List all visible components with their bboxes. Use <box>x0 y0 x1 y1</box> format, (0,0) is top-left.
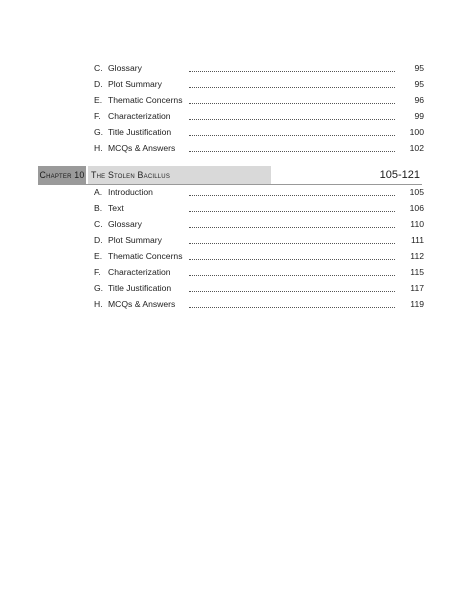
dot-leader <box>189 243 395 244</box>
dot-leader <box>189 71 395 72</box>
entry-title: Glossary <box>108 219 142 229</box>
toc-entry <box>94 76 424 92</box>
chapter-title: The Stolen Bacillus <box>88 166 271 184</box>
entry-title: Plot Summary <box>108 235 162 245</box>
entry-title: Glossary <box>108 63 142 73</box>
dot-leader <box>189 227 395 228</box>
entry-page: 95 <box>414 79 424 89</box>
entry-letter: A. <box>94 187 103 197</box>
entry-page: 106 <box>409 203 424 213</box>
entry-letter: F. <box>94 111 101 121</box>
dot-leader <box>189 103 395 104</box>
dot-leader <box>189 87 395 88</box>
dot-leader <box>189 195 395 196</box>
entry-letter: D. <box>94 235 103 245</box>
entry-page: 96 <box>414 95 424 105</box>
toc-entry <box>94 248 424 264</box>
dot-leader <box>189 291 395 292</box>
entry-letter: H. <box>94 299 103 309</box>
entry-title: Title Justification <box>108 127 172 137</box>
entry-title: Thematic Concerns <box>108 251 183 261</box>
entry-title: Characterization <box>108 267 171 277</box>
toc-entry <box>94 232 424 248</box>
toc-entry <box>94 60 424 76</box>
entry-title: Introduction <box>108 187 153 197</box>
entry-title: Characterization <box>108 111 171 121</box>
entry-letter: F. <box>94 267 101 277</box>
chapter-header <box>38 166 422 185</box>
entry-letter: B. <box>94 203 103 213</box>
entry-page: 99 <box>414 111 424 121</box>
toc-entry <box>94 108 424 124</box>
entry-letter: C. <box>94 219 103 229</box>
entry-title: Title Justification <box>108 283 172 293</box>
entry-letter: D. <box>94 79 103 89</box>
toc-entry <box>94 296 424 312</box>
chapter-page-range: 105-121 <box>379 169 420 181</box>
toc-entry <box>94 200 424 216</box>
entry-page: 119 <box>410 299 424 309</box>
dot-leader <box>189 211 395 212</box>
entry-letter: E. <box>94 95 103 105</box>
entry-page: 95 <box>414 63 424 73</box>
toc-entry <box>94 140 424 156</box>
chapter-number: Chapter 10 <box>38 166 86 184</box>
entry-page: 115 <box>410 267 424 277</box>
entry-page: 102 <box>409 143 424 153</box>
entry-title: Thematic Concerns <box>108 95 183 105</box>
entry-letter: E. <box>94 251 103 261</box>
entry-page: 117 <box>410 283 424 293</box>
entry-letter: C. <box>94 63 103 73</box>
entry-page: 111 <box>410 235 424 245</box>
entry-page: 105 <box>409 187 424 197</box>
toc-entry <box>94 124 424 140</box>
toc-entry <box>94 92 424 108</box>
entry-page: 100 <box>409 127 424 137</box>
dot-leader <box>189 307 395 308</box>
toc-entry <box>94 264 424 280</box>
entry-page: 110 <box>410 219 424 229</box>
toc-entry <box>94 280 424 296</box>
entry-title: Plot Summary <box>108 79 162 89</box>
dot-leader <box>189 135 395 136</box>
entry-title: Text <box>108 203 124 213</box>
toc-entry <box>94 216 424 232</box>
dot-leader <box>189 119 395 120</box>
toc-entry <box>94 184 424 200</box>
entry-letter: G. <box>94 283 104 293</box>
entry-page: 112 <box>410 251 424 261</box>
entry-title: MCQs & Answers <box>108 299 176 309</box>
entry-letter: G. <box>94 127 104 137</box>
dot-leader <box>189 151 395 152</box>
dot-leader <box>189 275 395 276</box>
dot-leader <box>189 259 395 260</box>
entry-title: MCQs & Answers <box>108 143 176 153</box>
entry-letter: H. <box>94 143 103 153</box>
